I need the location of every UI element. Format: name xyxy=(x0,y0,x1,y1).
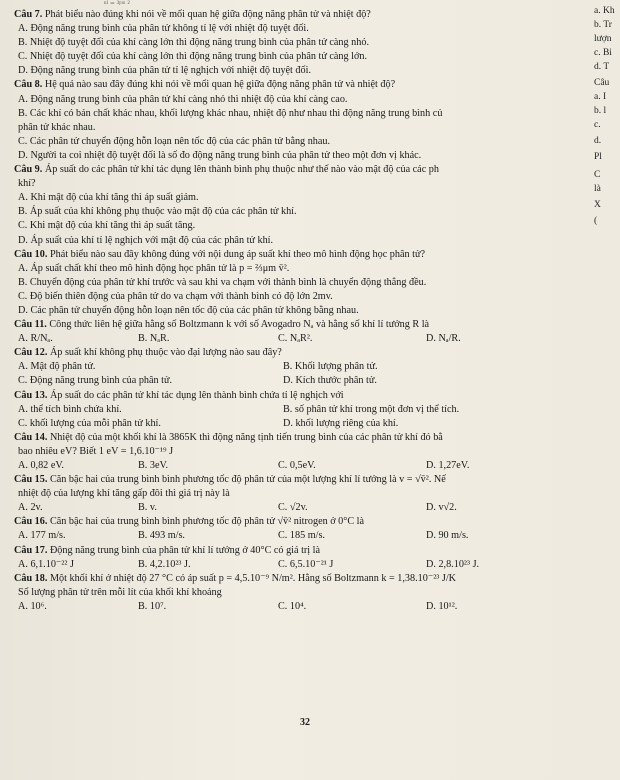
answer-row xyxy=(14,459,594,473)
answer-option: B. 10⁷. xyxy=(138,600,167,612)
answer-option: A. 177 m/s. xyxy=(18,530,66,542)
question-text: Động năng trung bình của phân tử khí lí tưởng ở 40°C có giá trị là xyxy=(49,544,321,556)
question-text: Hệ quả nào sau đây đúng khi nói về mối quan hệ giữa động năng phân tử và nhiệt độ? xyxy=(44,79,396,91)
answer-option: A. Mật độ phân tử. xyxy=(18,361,96,373)
answer-option: B. Chuyển động của phân tử khí trước và sau khi va chạm với thành bình là chuyển động thẳng đều. xyxy=(18,276,427,288)
question-stem xyxy=(14,78,594,92)
answer-option: B. v. xyxy=(138,502,157,514)
question-number: Câu 8. xyxy=(14,79,43,91)
answer-option: C. 0,5eV. xyxy=(278,460,316,471)
question-number: Câu 11. xyxy=(14,319,47,331)
margin-label: a. I xyxy=(594,92,607,102)
answer-option: A. R/Nₐ. xyxy=(18,333,53,345)
answer-option: D. Người ta coi nhiệt độ tuyệt đối là số đo động năng trung bình của phân tử theo một đơn vị khác. xyxy=(18,149,422,161)
right-margin-column xyxy=(590,0,620,330)
answer-row xyxy=(14,501,594,515)
margin-label: a. Kh xyxy=(594,6,615,16)
answer-option: A. 6,1.10⁻²² J xyxy=(18,558,74,570)
answer-option: B. 3eV. xyxy=(138,460,169,471)
top-fragment: ⁿᴵ = ³ᵖᵐ ² xyxy=(104,0,130,8)
answer-option: C. Độ biến thiên động của phân tử do va chạm với thành bình có độ lớn 2mv. xyxy=(18,290,333,302)
answer-option: C. 185 m/s. xyxy=(278,530,325,542)
answer-option: Số lượng phân tử trên mỗi lít của khối khí khoảng xyxy=(18,586,222,598)
answer-option: D. 10¹². xyxy=(426,600,458,612)
answer-option: B. Nhiệt độ tuyệt đối của khí càng lớn thì động năng trung bình của phân tử càng nhỏ. xyxy=(18,37,369,49)
question-stem xyxy=(14,544,594,558)
question-text: Phát biểu nào đúng khi nói về mối quan hệ giữa động năng phân tử và nhiệt độ? xyxy=(44,9,371,20)
margin-label: c. Bi xyxy=(594,48,612,58)
margin-label: X xyxy=(594,200,601,210)
answer-option: D. v√2. xyxy=(426,502,457,514)
answer-option: D. 2,8.10²³ J. xyxy=(426,558,480,570)
margin-label: lượn xyxy=(594,34,612,44)
question-number: Câu 16. xyxy=(14,516,48,528)
answer-option: B. Khối lượng phân tử. xyxy=(283,361,378,373)
answer-option: C. Nhiệt độ tuyệt đối của khí càng lớn thì động năng trung bình của phân tử càng lớn. xyxy=(18,51,368,63)
answer-option: A. Động năng trung bình của phân tử khí càng nhỏ thì nhiệt độ của khí càng cao. xyxy=(18,93,348,105)
answer-option: phân tử khác nhau. xyxy=(18,121,96,133)
question-text: Một khối khí ở nhiệt độ 27 °C có áp suất p = 4,5.10⁻⁹ N/m². Hằng số Boltzmann k = 1,38.10⁻²³ J/K xyxy=(49,572,457,584)
margin-label: b. l xyxy=(594,106,607,116)
question-stem xyxy=(14,163,594,177)
answer-option: A. thể tích bình chứa khí. xyxy=(18,403,122,415)
page-number: 32 xyxy=(300,717,310,728)
answer-option: D. Động năng trung bình của phân tử tỉ lệ nghịch với nhiệt độ tuyệt đối. xyxy=(18,65,312,77)
answer-option: D. Áp suất của khí tỉ lệ nghịch với mật độ của các phân tử khí. xyxy=(18,234,274,246)
answer-option: C. 10⁴. xyxy=(278,600,307,612)
question-number: Câu 13. xyxy=(14,389,48,401)
question-text: Áp suất do các phân tử khí tác dụng lên thành bình chứa tỉ lệ nghịch với xyxy=(49,389,344,401)
question-stem xyxy=(14,473,594,487)
answer-option: B. 493 m/s. xyxy=(138,530,185,542)
exam-content xyxy=(14,0,594,614)
question-text: Áp suất khí không phụ thuộc vào đại lượng nào sau đây? xyxy=(49,347,282,359)
answer-row xyxy=(14,600,594,614)
question-number: Câu 18. xyxy=(14,572,48,584)
answer-option: C. Khi mật độ của khí tăng thì áp suất tăng. xyxy=(18,220,196,232)
question-text: Căn bậc hai của trung bình bình phương tốc độ phân tử của một lượng khí lí tưởng là v = √v̄². Nế xyxy=(49,474,446,486)
question-text: Áp suất do các phân tử khí tác dụng lên thành bình phụ thuộc như thế nào vào mật độ của các ph xyxy=(44,164,439,176)
answer-row xyxy=(14,558,594,572)
answer-row xyxy=(14,529,594,543)
answer-option: C. NₐR². xyxy=(278,333,313,345)
answer-option: D. Kích thước phân tử. xyxy=(283,375,377,387)
question-stem xyxy=(14,248,594,262)
margin-label: ( xyxy=(594,216,598,226)
answer-option: A. 0,82 eV. xyxy=(18,460,64,471)
question-stem xyxy=(14,515,594,529)
question-stem xyxy=(14,8,594,22)
question-stem xyxy=(14,318,594,332)
answer-option: B. Áp suất của khí không phụ thuộc vào mật độ của các phân tử khí. xyxy=(18,206,297,218)
margin-label: Pl xyxy=(594,152,602,162)
answer-row xyxy=(14,360,594,374)
question-text: Nhiệt độ của một khối khí là 3865K thì động năng tịnh tiến trung bình của các phân tử khí đó bằ xyxy=(49,431,443,443)
question-number: Câu 14. xyxy=(14,431,48,443)
answer-option: khí? xyxy=(18,178,36,190)
answer-option: A. Khi mật độ của khí tăng thì áp suất giảm. xyxy=(18,192,199,204)
answer-option: B. NₐR. xyxy=(138,333,170,345)
answer-option: bao nhiêu eV? Biết 1 eV = 1,6.10⁻¹⁹ J xyxy=(18,445,174,457)
margin-label: Câu xyxy=(594,78,610,88)
answer-option: C. 6,5.10⁻²¹ J xyxy=(278,558,334,570)
question-stem xyxy=(14,346,594,360)
answer-option: A. 2v. xyxy=(18,502,43,514)
question-stem xyxy=(14,572,594,586)
answer-option: A. Áp suất chất khí theo mô hình động học phân tử là p = ⅔μm v̄². xyxy=(18,262,290,274)
answer-option: C. √2v. xyxy=(278,502,308,514)
question-text: Công thức liên hệ giữa hằng số Boltzmann k với số Avogadro Nₐ và hằng số khí lí tưởng R là xyxy=(49,319,430,331)
answer-option: A. Động năng trung bình của phân tử không tỉ lệ với nhiệt độ tuyệt đối. xyxy=(18,23,309,35)
margin-label: là xyxy=(594,184,601,194)
margin-label: C xyxy=(594,170,601,180)
question-number: Câu 7. xyxy=(14,9,43,20)
answer-row xyxy=(14,374,594,388)
answer-option: nhiệt độ của lượng khí tăng gấp đôi thì giá trị này là xyxy=(18,488,230,500)
answer-option: C. khối lượng của mỗi phân tử khí. xyxy=(18,417,161,429)
answer-option: A. 10⁶. xyxy=(18,600,47,612)
answer-option: D. khối lượng riêng của khí. xyxy=(283,417,399,429)
answer-row xyxy=(14,403,594,417)
margin-label: b. Tr xyxy=(594,20,612,30)
margin-label: d. T xyxy=(594,62,610,72)
answer-option: D. 90 m/s. xyxy=(426,530,469,542)
question-number: Câu 9. xyxy=(14,164,43,176)
question-text: Phát biểu nào sau đây không đúng với nội dung áp suất khí theo mô hình động học phân tử? xyxy=(49,248,426,260)
question-number: Câu 17. xyxy=(14,544,48,556)
margin-label: c. xyxy=(594,120,601,130)
answer-option: B. Các khí có bản chất khác nhau, khối lượng khác nhau, nhiệt độ như nhau thì động năng trung bình củ xyxy=(18,107,443,119)
question-text: Căn bậc hai của trung bình bình phương tốc độ phân tử √v̄² nitrogen ở 0°C là xyxy=(49,516,365,528)
question-stem xyxy=(14,389,594,403)
question-stem xyxy=(14,431,594,445)
answer-option: B. 4,2.10²³ J. xyxy=(138,558,191,570)
answer-option: B. số phân tử khí trong một đơn vị thể tích. xyxy=(283,403,460,415)
question-number: Câu 12. xyxy=(14,347,48,359)
answer-option: C. Động năng trung bình của phân tử. xyxy=(18,375,173,387)
answer-option: C. Các phân tử chuyển động hỗn loạn nên tốc độ của các phân tử bằng nhau. xyxy=(18,135,331,147)
question-number: Câu 10. xyxy=(14,248,48,260)
answer-row xyxy=(14,417,594,431)
answer-option: D. 1,27eV. xyxy=(426,460,470,471)
answer-row xyxy=(14,332,594,346)
answer-option: D. Nₐ/R. xyxy=(426,333,461,345)
margin-label: d. xyxy=(594,136,602,146)
answer-option: D. Các phân tử chuyển động hỗn loạn nên tốc độ của các phân tử không bằng nhau. xyxy=(18,304,359,316)
question-number: Câu 15. xyxy=(14,474,48,486)
